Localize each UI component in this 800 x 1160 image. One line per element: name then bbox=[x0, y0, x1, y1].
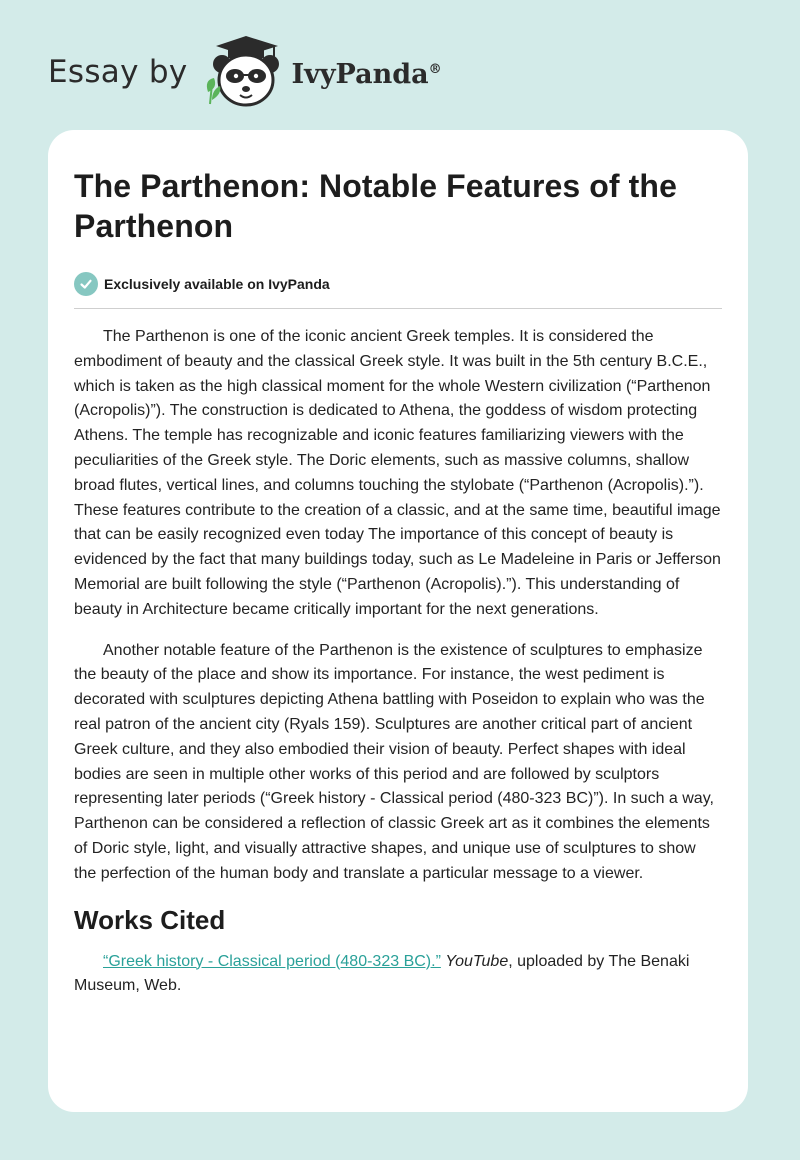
citation-rest: , uploaded by The Benaki Museum, Web. bbox=[74, 952, 690, 995]
exclusive-badge bbox=[74, 272, 722, 296]
citation-source: YouTube bbox=[445, 952, 509, 970]
citation-link[interactable]: “Greek history - Classical period (480-323 BC).” bbox=[103, 952, 441, 970]
check-icon bbox=[74, 272, 98, 296]
works-cited-heading: Works Cited bbox=[74, 904, 226, 935]
badge-text: Exclusively available on IvyPanda bbox=[104, 276, 330, 292]
essay-title: The Parthenon: Notable Features of the Parthenon bbox=[74, 168, 677, 244]
site-header bbox=[48, 34, 442, 110]
citation-entry bbox=[74, 950, 722, 999]
divider bbox=[74, 308, 722, 309]
panda-logo-icon[interactable] bbox=[200, 34, 288, 110]
paragraph-2: Another notable feature of the Parthenon is the existence of sculptures to emphasize the beauty of the place and show its importance. For instance, the west pediment is decorated with sculptures depicting Athena battling with Poseidon to explain who was the real patron of the ancient city (Ryals 159). Sculptures are another critical part of ancient Greek culture, and they also embodied their vision of beauty. Perfect shapes with ideal bodies are seen in multiple other works of this period and are followed by sculptors representing later periods (“Greek history - Classical period (480-323 BC)”). In such a way, Parthenon can be considered a reflection of classic Greek art as it combines the elements of Doric style, light, and visually attractive shapes, and unique use of sculptures to show the perfection of the human body and translate a particular message to a viewer. bbox=[74, 641, 714, 882]
brand-name[interactable]: IvyPanda® bbox=[291, 58, 442, 90]
essay-card bbox=[48, 130, 748, 1112]
paragraph-1: The Parthenon is one of the iconic ancient Greek temples. It is considered the embodiment of beauty and the classical Greek style. It was built in the 5th century B.C.E., which is taken as the high classical moment for the whole Western civilization (“Parthenon (Acropolis)”). The construction is dedicated to Athena, the goddess of wisdom protecting Athens. The temple has recognizable and iconic features familiarizing viewers with the peculiarities of the Greek style. The Doric elements, such as massive columns, shallow broad flutes, vertical lines, and columns touching the stylobate (“Parthenon (Acropolis).”). These features contribute to the creation of a classic, and at the same time, beautiful image that can be easily recognized even today The importance of this concept of beauty is evidenced by the fact that many buildings today, such as Le Madeleine in Paris or Jefferson Memorial are built following the style (“Parthenon (Acropolis).”). This understanding of beauty in Architecture became critically important for the next generations. bbox=[74, 328, 721, 618]
brand-prefix: Essay by bbox=[48, 54, 188, 90]
